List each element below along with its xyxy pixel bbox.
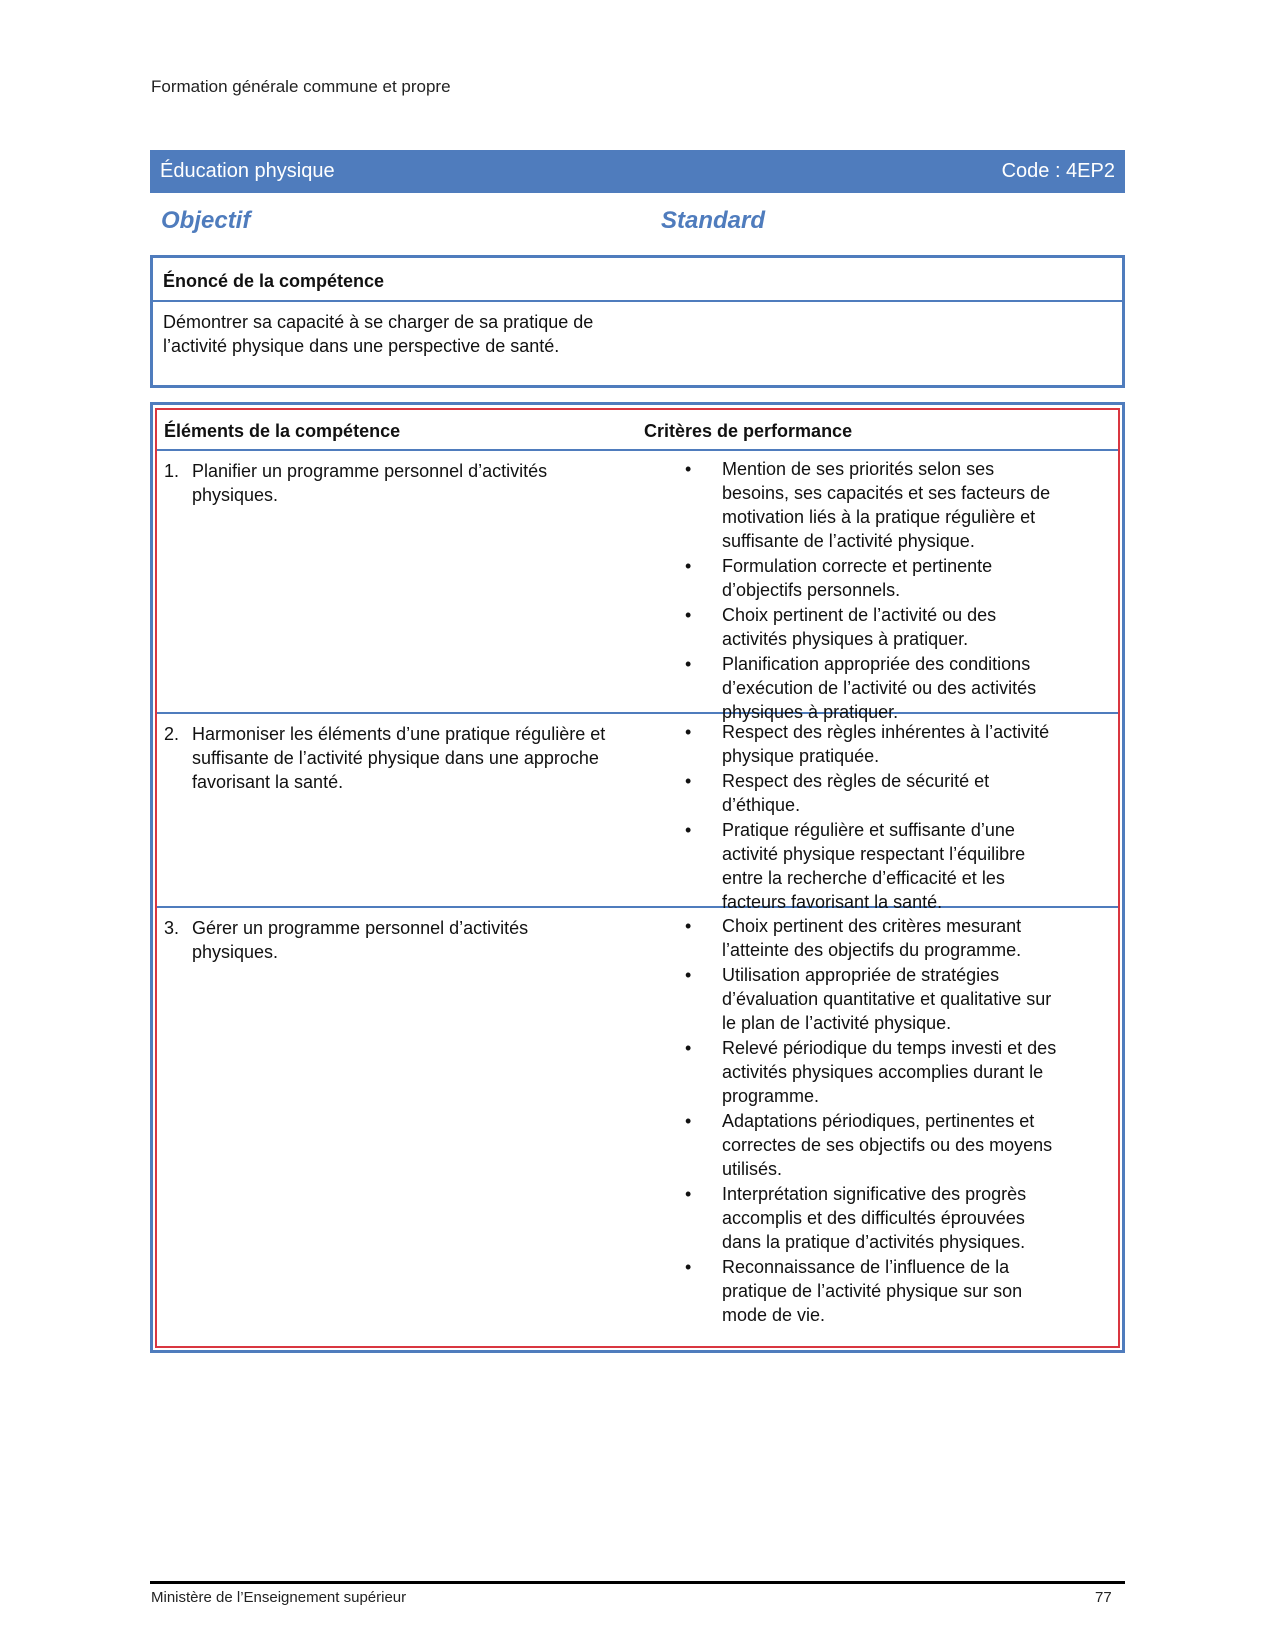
criterion-item: • Pratique régulière et suffisante d’une activité physique respectant l’équilibre entre la recherche d’efficacité et les facteurs favorisant la santé. bbox=[685, 820, 1026, 912]
table-row bbox=[157, 714, 1118, 912]
criterion-item: • Formulation correcte et pertinente d’objectifs personnels. bbox=[685, 556, 993, 600]
table-row bbox=[157, 451, 1118, 722]
element-text: Planifier un programme personnel d’activités physiques. bbox=[192, 461, 548, 505]
footer-ministry: Ministère de l’Enseignement supérieur bbox=[151, 1589, 407, 1606]
element-cell bbox=[164, 722, 614, 794]
table-header bbox=[157, 410, 1118, 451]
bullet-icon: • bbox=[685, 1038, 692, 1058]
element-number: 2. bbox=[164, 724, 180, 744]
criterion-item: • Respect des règles de sécurité et d’éthique. bbox=[685, 771, 990, 815]
competency-statement: Démontrer sa capacité à se charger de sa pratique de l’activité physique dans une perspective de santé. bbox=[163, 312, 594, 356]
criteria-column-header: Critères de performance bbox=[644, 421, 853, 441]
course-code: Code : 4EP2 bbox=[1001, 160, 1115, 182]
criterion-item: • Choix pertinent des critères mesurant l’atteinte des objectifs du programme. bbox=[685, 916, 1022, 960]
competency-heading: Énoncé de la compétence bbox=[153, 258, 1122, 302]
table-row bbox=[157, 908, 1118, 1325]
subject-title: Éducation physique bbox=[160, 160, 335, 182]
competency-table-inner bbox=[155, 408, 1120, 1348]
element-text: Harmoniser les éléments d’une pratique régulière et suffisante de l’activité physique dans une approche favorisant la santé. bbox=[192, 724, 606, 792]
criterion-item: • Respect des règles inhérentes à l’activité physique pratiquée. bbox=[685, 722, 1050, 766]
element-text: Gérer un programme personnel d’activités physiques. bbox=[192, 918, 529, 962]
element-number: 3. bbox=[164, 918, 180, 938]
criterion-item: • Adaptations périodiques, pertinentes et correctes de ses objectifs ou des moyens utilisés. bbox=[685, 1111, 1053, 1179]
title-bar bbox=[150, 150, 1125, 193]
objective-label: Objectif bbox=[161, 207, 251, 234]
element-cell bbox=[164, 459, 614, 507]
bullet-icon: • bbox=[685, 771, 692, 791]
criterion-item: • Utilisation appropriée de stratégies d’évaluation quantitative et qualitative sur le plan de l’activité physique. bbox=[685, 965, 1052, 1033]
element-cell bbox=[164, 916, 614, 964]
footer-rule bbox=[150, 1581, 1125, 1584]
bullet-icon: • bbox=[685, 459, 692, 479]
competency-table bbox=[150, 402, 1125, 1353]
bullet-icon: • bbox=[685, 1184, 692, 1204]
bullet-icon: • bbox=[685, 916, 692, 936]
objective-standard-header bbox=[161, 207, 1061, 237]
standard-label: Standard bbox=[661, 207, 766, 234]
bullet-icon: • bbox=[685, 1111, 692, 1131]
element-number: 1. bbox=[164, 461, 180, 481]
bullet-icon: • bbox=[685, 605, 692, 625]
criteria-list bbox=[685, 720, 1065, 915]
criterion-item: • Planification appropriée des conditions d’exécution de l’activité ou des activités physiques à pratiquer. bbox=[685, 654, 1037, 722]
bullet-icon: • bbox=[685, 965, 692, 985]
criterion-item: • Mention de ses priorités selon ses besoins, ses capacités et ses facteurs de motivation liés à la pratique régulière et suffisante de l’activité physique. bbox=[685, 459, 1051, 551]
criterion-item: • Choix pertinent de l’activité ou des activités physiques à pratiquer. bbox=[685, 605, 997, 649]
bullet-icon: • bbox=[685, 820, 692, 840]
criterion-item: • Relevé périodique du temps investi et des activités physiques accomplies durant le programme. bbox=[685, 1038, 1057, 1106]
criteria-list bbox=[685, 457, 1065, 725]
competency-statement-box bbox=[150, 255, 1125, 388]
criterion-item: • Reconnaissance de l’influence de la pratique de l’activité physique sur son mode de vie. bbox=[685, 1257, 1023, 1325]
criterion-item: • Interprétation significative des progrès accomplis et des difficultés éprouvées dans la pratique d’activités physiques. bbox=[685, 1184, 1027, 1252]
running-header: Formation générale commune et propre bbox=[151, 77, 451, 96]
bullet-icon: • bbox=[685, 1257, 692, 1277]
elements-column-header: Éléments de la compétence bbox=[164, 421, 401, 441]
bullet-icon: • bbox=[685, 654, 692, 674]
criteria-list bbox=[685, 914, 1065, 1328]
page-number: 77 bbox=[1095, 1589, 1112, 1606]
bullet-icon: • bbox=[685, 556, 692, 576]
bullet-icon: • bbox=[685, 722, 692, 742]
